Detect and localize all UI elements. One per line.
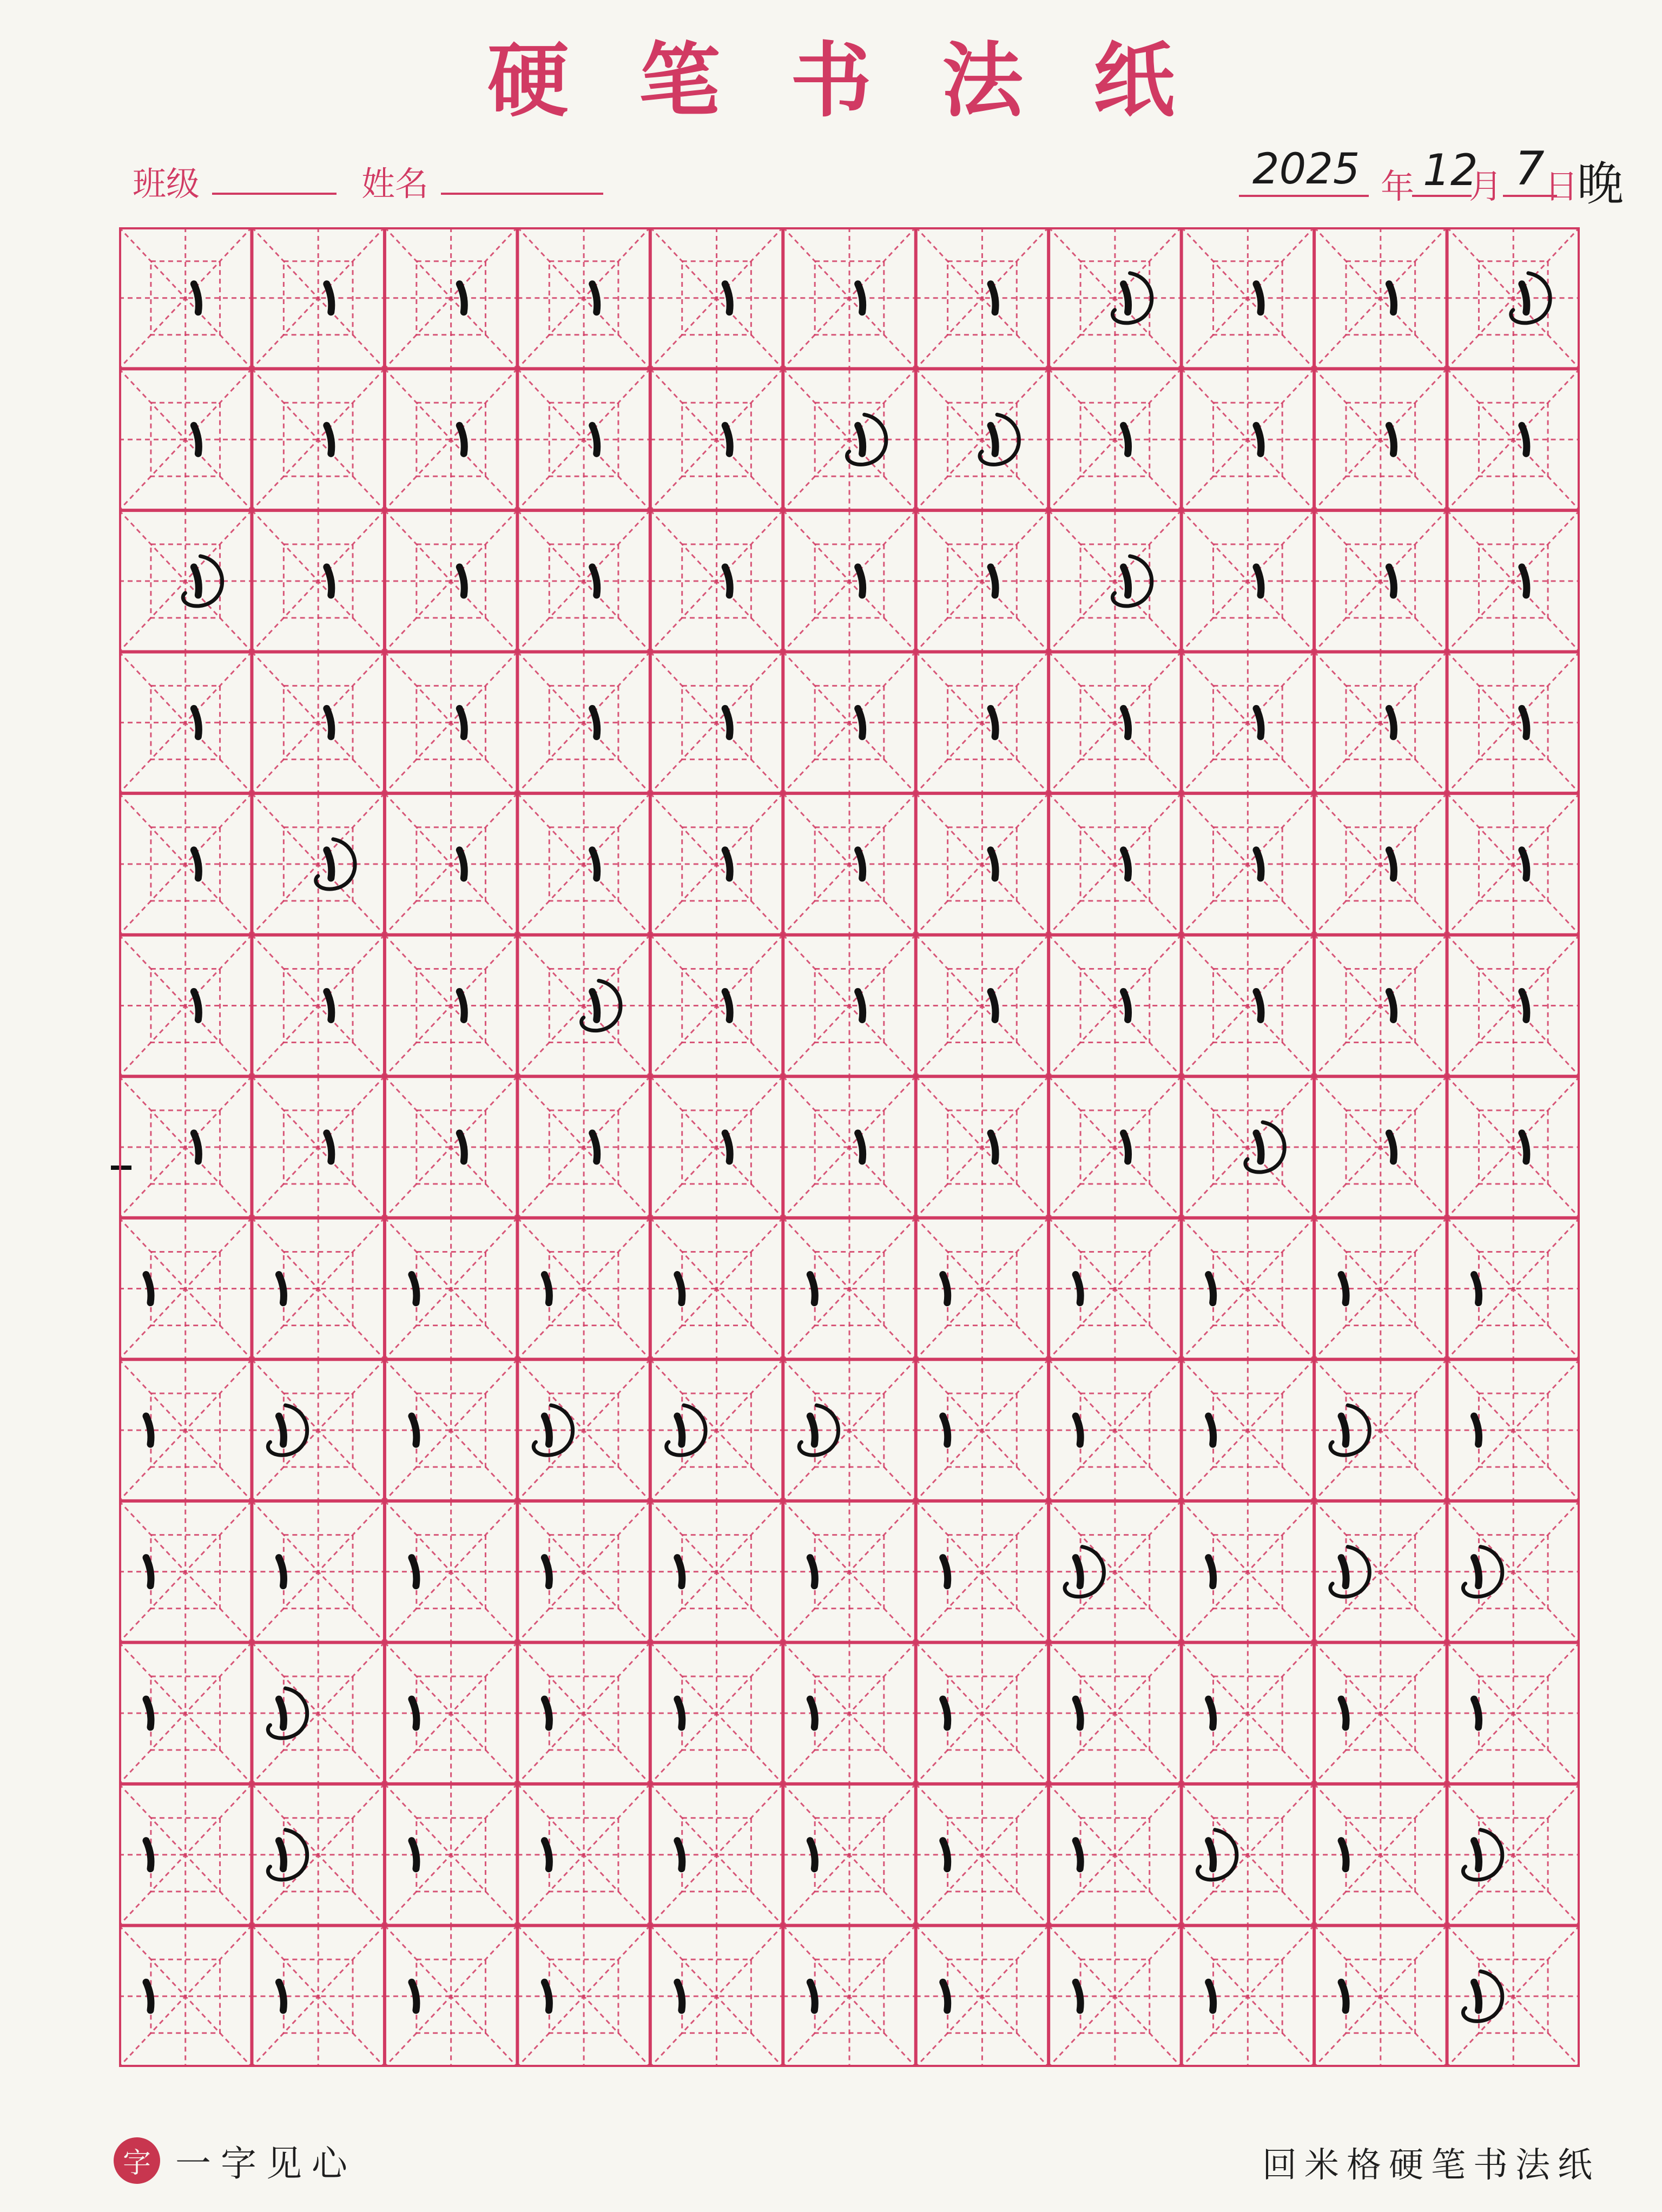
dot-stroke: [991, 425, 995, 453]
grid-cell: [517, 1359, 650, 1501]
grid-cell: [252, 1784, 384, 1926]
dot-stroke: [725, 567, 730, 595]
dot-stroke: [1389, 567, 1394, 595]
dot-stroke: [1256, 567, 1261, 595]
grid-cell: [783, 227, 915, 369]
dot-stroke: [459, 425, 464, 453]
grid-cell: [517, 793, 650, 935]
grid-cell: [783, 935, 915, 1077]
dot-stroke: [1522, 1133, 1527, 1161]
grid-cell: [1314, 1359, 1447, 1501]
dot-stroke: [1124, 991, 1129, 1019]
grid-cell: [650, 1076, 783, 1218]
practice-grid: [119, 227, 1580, 2067]
grid-cell: [252, 1218, 384, 1360]
grid-cell: [650, 652, 783, 794]
grid-cell: [385, 1501, 517, 1643]
dot-stroke: [1389, 850, 1394, 878]
grid-cell: [385, 369, 517, 511]
dot-stroke: [1389, 991, 1394, 1019]
dot-stroke: [592, 284, 597, 312]
grid-cell: [252, 1642, 384, 1784]
grid-cell: [650, 793, 783, 935]
dot-stroke: [725, 991, 730, 1019]
grid-cell: [916, 227, 1048, 369]
grid-cell: [783, 1076, 915, 1218]
grid-cell: [119, 227, 252, 369]
grid-cell: [517, 1501, 650, 1643]
grid-cell: [252, 1925, 384, 2067]
dot-stroke: [194, 850, 199, 878]
grid-cell: [1447, 227, 1580, 369]
dot-stroke: [858, 567, 863, 595]
grid-cell: [385, 510, 517, 652]
name-label: 姓名: [361, 164, 429, 203]
name-blank-line[interactable]: [441, 193, 603, 195]
grid-cell: [1048, 793, 1181, 935]
dot-stroke: [459, 284, 464, 312]
dot-stroke: [725, 850, 730, 878]
grid-cell: [650, 227, 783, 369]
dot-stroke: [1522, 284, 1527, 312]
grid-cell: [1447, 1642, 1580, 1784]
dot-stroke: [459, 708, 464, 736]
paper-type-label: 回米格硬笔书法纸: [1262, 2145, 1600, 2185]
grid-cell: [1447, 935, 1580, 1077]
date-suffix-handwritten: 晚: [1577, 157, 1624, 211]
dot-stroke: [459, 991, 464, 1019]
grid-svg: [119, 227, 1580, 2067]
grid-cell: [252, 1359, 384, 1501]
dot-stroke: [194, 284, 199, 312]
grid-cell: [916, 369, 1048, 511]
date-month-label: 月: [1469, 167, 1503, 206]
grid-cell: [1447, 1359, 1580, 1501]
grid-cell: [1048, 1925, 1181, 2067]
dot-stroke: [858, 425, 863, 453]
dot-stroke: [1389, 708, 1394, 736]
dot-stroke: [592, 991, 597, 1019]
grid-cell: [385, 1784, 517, 1926]
grid-cell: [650, 1784, 783, 1926]
grid-cell: [783, 1784, 915, 1926]
grid-cell: [119, 1359, 252, 1501]
grid-cell: [517, 1925, 650, 2067]
dot-stroke: [1256, 708, 1261, 736]
brand-text: 一字见心: [175, 2143, 357, 2184]
grid-cell: [1314, 1925, 1447, 2067]
dot-stroke: [194, 991, 199, 1019]
grid-cell: [119, 1501, 252, 1643]
grid-cell: [1314, 510, 1447, 652]
grid-cell: [1314, 935, 1447, 1077]
grid-cell: [252, 227, 384, 369]
brand-logo: 字: [114, 2137, 160, 2184]
grid-cell: [650, 1925, 783, 2067]
grid-cell: [650, 1642, 783, 1784]
grid-cell: [252, 1501, 384, 1643]
grid-cell: [1314, 793, 1447, 935]
grid-cell: [916, 652, 1048, 794]
grid-cell: [783, 1925, 915, 2067]
grid-cell: [1182, 510, 1314, 652]
grid-cell: [517, 1076, 650, 1218]
grid-cell: [119, 935, 252, 1077]
dot-stroke: [327, 567, 332, 595]
grid-cell: [916, 1784, 1048, 1926]
dot-stroke: [1389, 1133, 1394, 1161]
dot-stroke: [725, 708, 730, 736]
grid-cell: [1314, 1784, 1447, 1926]
dot-stroke: [725, 1133, 730, 1161]
grid-cell: [1048, 935, 1181, 1077]
grid-cell: [783, 1501, 915, 1643]
grid-cell: [1182, 1501, 1314, 1643]
grid-cell: [119, 1642, 252, 1784]
grid-cell: [252, 793, 384, 935]
dot-stroke: [991, 284, 995, 312]
grid-cell: [252, 1076, 384, 1218]
date-month-handwritten: 12: [1423, 145, 1478, 195]
dot-stroke: [991, 708, 995, 736]
grid-cell: [916, 1501, 1048, 1643]
dot-stroke: [991, 1133, 995, 1161]
grid-cell: [1182, 935, 1314, 1077]
grid-cell: [650, 369, 783, 511]
grid-cell: [1447, 1076, 1580, 1218]
grid-cell: [1447, 510, 1580, 652]
grid-cell: [1048, 1642, 1181, 1784]
grid-cell: [517, 1642, 650, 1784]
dot-stroke: [1124, 425, 1129, 453]
grid-cell: [1048, 1076, 1181, 1218]
grid-cell: [916, 935, 1048, 1077]
grid-cell: [1048, 1359, 1181, 1501]
grid-cell: [385, 1359, 517, 1501]
grid-cell: [119, 369, 252, 511]
grid-cell: [119, 793, 252, 935]
grid-cell: [1182, 1642, 1314, 1784]
dot-stroke: [1124, 708, 1129, 736]
grid-cell: [1314, 369, 1447, 511]
grid-cell: [1447, 1218, 1580, 1360]
class-label: 班级: [133, 164, 200, 203]
grid-cell: [1048, 1501, 1181, 1643]
grid-cell: [916, 510, 1048, 652]
grid-cell: [783, 369, 915, 511]
dot-stroke: [194, 567, 199, 595]
grid-cell: [1048, 227, 1181, 369]
dot-stroke: [991, 850, 995, 878]
dot-stroke: [1522, 850, 1527, 878]
grid-cell: [517, 369, 650, 511]
dot-stroke: [1389, 284, 1394, 312]
dot-stroke: [327, 708, 332, 736]
grid-cell: [1048, 652, 1181, 794]
grid-cell: [119, 1784, 252, 1926]
grid-cell: [517, 510, 650, 652]
dot-stroke: [592, 1133, 597, 1161]
dot-stroke: [327, 284, 332, 312]
grid-cell: [385, 652, 517, 794]
grid-cell: [916, 1642, 1048, 1784]
dot-stroke: [327, 425, 332, 453]
dot-stroke: [1522, 425, 1527, 453]
grid-cell: [252, 510, 384, 652]
grid-cell: [1048, 1784, 1181, 1926]
grid-cell: [650, 1218, 783, 1360]
grid-cell: [1314, 1642, 1447, 1784]
grid-cell: [517, 652, 650, 794]
grid-cell: [1447, 369, 1580, 511]
grid-cell: [1048, 369, 1181, 511]
dot-stroke: [592, 708, 597, 736]
grid-cell: [119, 1076, 252, 1218]
dot-stroke: [1522, 567, 1527, 595]
grid-cell: [1048, 510, 1181, 652]
dot-stroke: [592, 425, 597, 453]
grid-cell: [1447, 793, 1580, 935]
dot-stroke: [991, 991, 995, 1019]
dot-stroke: [194, 1133, 199, 1161]
dot-stroke: [1256, 850, 1261, 878]
grid-cell: [385, 1218, 517, 1360]
grid-cell: [916, 1359, 1048, 1501]
grid-cell: [783, 510, 915, 652]
dot-stroke: [1124, 567, 1129, 595]
dot-stroke: [1124, 284, 1129, 312]
grid-cell: [1182, 1359, 1314, 1501]
dot-stroke: [858, 850, 863, 878]
dot-stroke: [1522, 991, 1527, 1019]
grid-cell: [385, 1076, 517, 1218]
grid-cell: [1182, 793, 1314, 935]
dot-stroke: [194, 425, 199, 453]
grid-cell: [1314, 227, 1447, 369]
grid-cell: [119, 1218, 252, 1360]
grid-cell: [650, 1359, 783, 1501]
dot-stroke: [459, 850, 464, 878]
dot-stroke: [592, 567, 597, 595]
dot-stroke: [725, 284, 730, 312]
dot-stroke: [327, 991, 332, 1019]
dot-stroke: [858, 1133, 863, 1161]
grid-cell: [1048, 1218, 1181, 1360]
grid-cell: [385, 1925, 517, 2067]
grid-cell: [783, 652, 915, 794]
date-year-label: 年: [1381, 167, 1415, 206]
dot-stroke: [991, 567, 995, 595]
grid-cell: [1182, 1218, 1314, 1360]
grid-cell: [252, 369, 384, 511]
dot-stroke: [1124, 850, 1129, 878]
page-title: 硬笔书法纸: [487, 33, 1245, 128]
grid-cell: [119, 652, 252, 794]
dot-stroke: [459, 567, 464, 595]
date-day-label: 日: [1545, 167, 1579, 206]
dot-stroke: [327, 1133, 332, 1161]
footer-brand: [114, 2135, 357, 2186]
grid-cell: [650, 935, 783, 1077]
grid-cell: [1447, 1784, 1580, 1926]
grid-cell: [783, 793, 915, 935]
grid-cell: [1182, 369, 1314, 511]
dot-stroke: [327, 850, 332, 878]
grid-cell: [1182, 1076, 1314, 1218]
grid-cell: [1314, 652, 1447, 794]
dot-stroke: [1256, 284, 1261, 312]
dot-stroke: [592, 850, 597, 878]
dot-stroke: [459, 1133, 464, 1161]
dot-stroke: [1124, 1133, 1129, 1161]
grid-cell: [119, 1925, 252, 2067]
dot-stroke: [194, 708, 199, 736]
grid-cell: [517, 1784, 650, 1926]
dot-stroke: [858, 284, 863, 312]
grid-cell: [517, 1218, 650, 1360]
grid-cell: [916, 1925, 1048, 2067]
grid-cell: [385, 793, 517, 935]
grid-cell: [783, 1359, 915, 1501]
grid-cell: [1447, 1925, 1580, 2067]
grid-cell: [1182, 652, 1314, 794]
grid-cell: [916, 793, 1048, 935]
grid-cell: [1314, 1501, 1447, 1643]
grid-cell: [1182, 227, 1314, 369]
grid-cell: [916, 1218, 1048, 1360]
grid-cell: [1182, 1784, 1314, 1926]
grid-cell: [385, 935, 517, 1077]
dot-stroke: [1256, 425, 1261, 453]
grid-cell: [1447, 652, 1580, 794]
date-month-line: [1412, 195, 1472, 197]
grid-cell: [517, 935, 650, 1077]
grid-cell: [252, 935, 384, 1077]
grid-cell: [1182, 1925, 1314, 2067]
grid-cell: [119, 510, 252, 652]
grid-cell: [385, 1642, 517, 1784]
grid-cell: [385, 227, 517, 369]
grid-cell: [783, 1218, 915, 1360]
grid-cell: [252, 652, 384, 794]
date-day-handwritten: 7: [1515, 142, 1545, 196]
dot-stroke: [725, 425, 730, 453]
dot-stroke: [1256, 1133, 1261, 1161]
dot-stroke: [1522, 708, 1527, 736]
grid-cell: [517, 227, 650, 369]
class-blank-line[interactable]: [212, 193, 337, 195]
grid-cell: [1447, 1501, 1580, 1643]
grid-cell: [1314, 1218, 1447, 1360]
dot-stroke: [858, 708, 863, 736]
grid-cell: [783, 1642, 915, 1784]
grid-cell: [916, 1076, 1048, 1218]
date-year-handwritten: 2025: [1252, 145, 1360, 194]
grid-cell: [1314, 1076, 1447, 1218]
dot-stroke: [1256, 991, 1261, 1019]
dot-stroke: [1389, 425, 1394, 453]
grid-cell: [650, 1501, 783, 1643]
dot-stroke: [858, 991, 863, 1019]
date-year-line: [1239, 195, 1369, 197]
grid-cell: [650, 510, 783, 652]
